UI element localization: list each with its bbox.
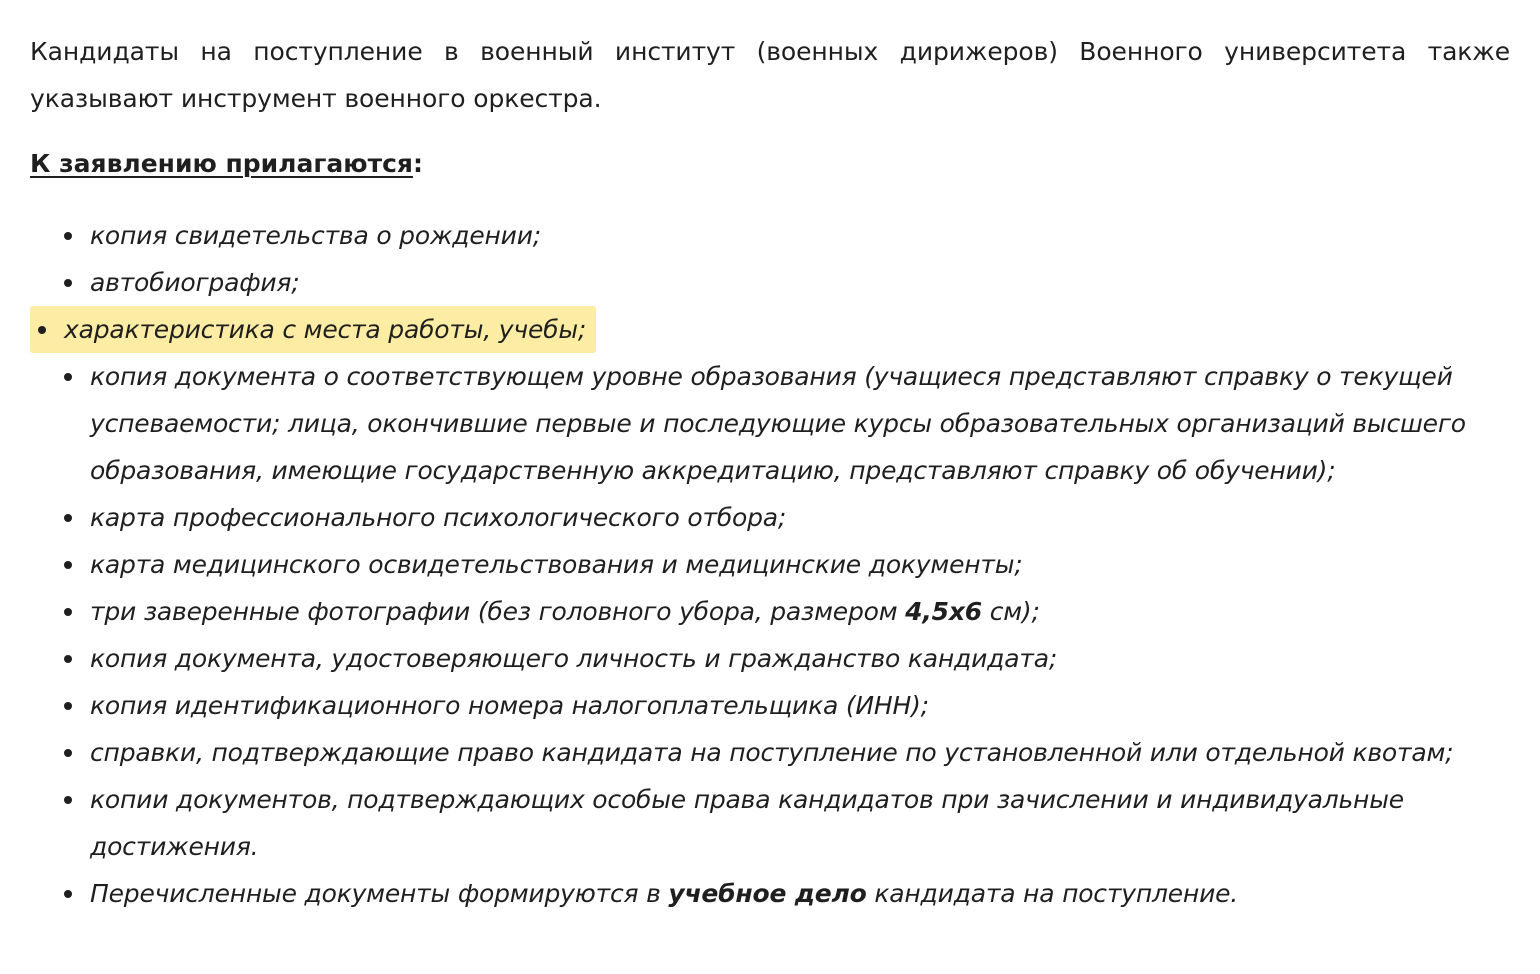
- list-item: [30, 259, 1510, 306]
- bullet-icon: [64, 796, 72, 804]
- list-item-text: справки, подтверждающие право кандидата на поступление по установленной или отдельной квотам;: [90, 738, 1454, 767]
- bullet-icon: [64, 514, 72, 522]
- list-item-text: копия идентификационного номера налогоплательщика (ИНН);: [90, 691, 929, 720]
- list-item-text: копия свидетельства о рождении;: [90, 221, 541, 250]
- intro-paragraph: Кандидаты на поступление в военный институт (военных дирижеров) Военного университета также указывают инструмент военного оркестра.: [30, 37, 1510, 113]
- list-item-text-start: три заверенные фотографии (без головного убора, размером: [90, 597, 906, 626]
- bullet-icon: [64, 608, 72, 616]
- bullet-icon: [64, 561, 72, 569]
- bullet-icon: [38, 326, 46, 334]
- bullet-icon: [64, 890, 72, 898]
- bullet-icon: [64, 655, 72, 663]
- list-item-text-start: Перечисленные документы формируются в: [90, 879, 669, 908]
- list-item: [30, 729, 1510, 776]
- highlight-wrapper: [4, 306, 1510, 353]
- list-item: [30, 635, 1510, 682]
- study-file-term: учебное дело: [668, 879, 867, 908]
- bullet-icon: [64, 279, 72, 287]
- list-item: [30, 212, 1510, 259]
- attachments-heading: [30, 144, 1510, 184]
- documents-list: [30, 212, 1510, 917]
- list-item-text: копия документа, удостоверяющего личность и гражданство кандидата;: [90, 644, 1058, 673]
- list-item: [30, 870, 1510, 917]
- list-item-text: характеристика с места работы, учебы;: [64, 315, 587, 344]
- photo-size-value: 4,5х6: [905, 597, 982, 626]
- list-item-text: карта медицинского освидетельствования и медицинские документы;: [90, 550, 1023, 579]
- list-item-highlighted: [30, 306, 596, 353]
- attachments-heading-label: К заявлению прилагаются: [30, 149, 413, 178]
- list-item-text-end: кандидата на поступление.: [866, 879, 1239, 908]
- list-item-text: копии документов, подтверждающих особые права кандидатов при зачислении и индивидуальные достижения.: [90, 785, 1404, 861]
- bullet-icon: [64, 232, 72, 240]
- list-item-text-end: см);: [981, 597, 1040, 626]
- list-item-text: карта профессионального психологического отбора;: [90, 503, 787, 532]
- list-item-text: копия документа о соответствующем уровне образования (учащиеся представляют справку о текущей успеваемости; лица, окончившие первые и последующие курсы образовательных организаций высшего образования, имеющие государственную аккредитацию, представляют справку об обучении);: [90, 362, 1466, 485]
- list-item-text: автобиография;: [90, 268, 300, 297]
- bullet-icon: [64, 702, 72, 710]
- list-item: [30, 682, 1510, 729]
- list-item: [30, 494, 1510, 541]
- bullet-icon: [64, 749, 72, 757]
- list-item: [30, 588, 1510, 635]
- list-item: [30, 353, 1510, 494]
- list-item: [30, 776, 1510, 870]
- attachments-heading-colon: :: [412, 149, 423, 178]
- article-content: [30, 28, 1510, 917]
- list-item: [30, 541, 1510, 588]
- bullet-icon: [64, 373, 72, 381]
